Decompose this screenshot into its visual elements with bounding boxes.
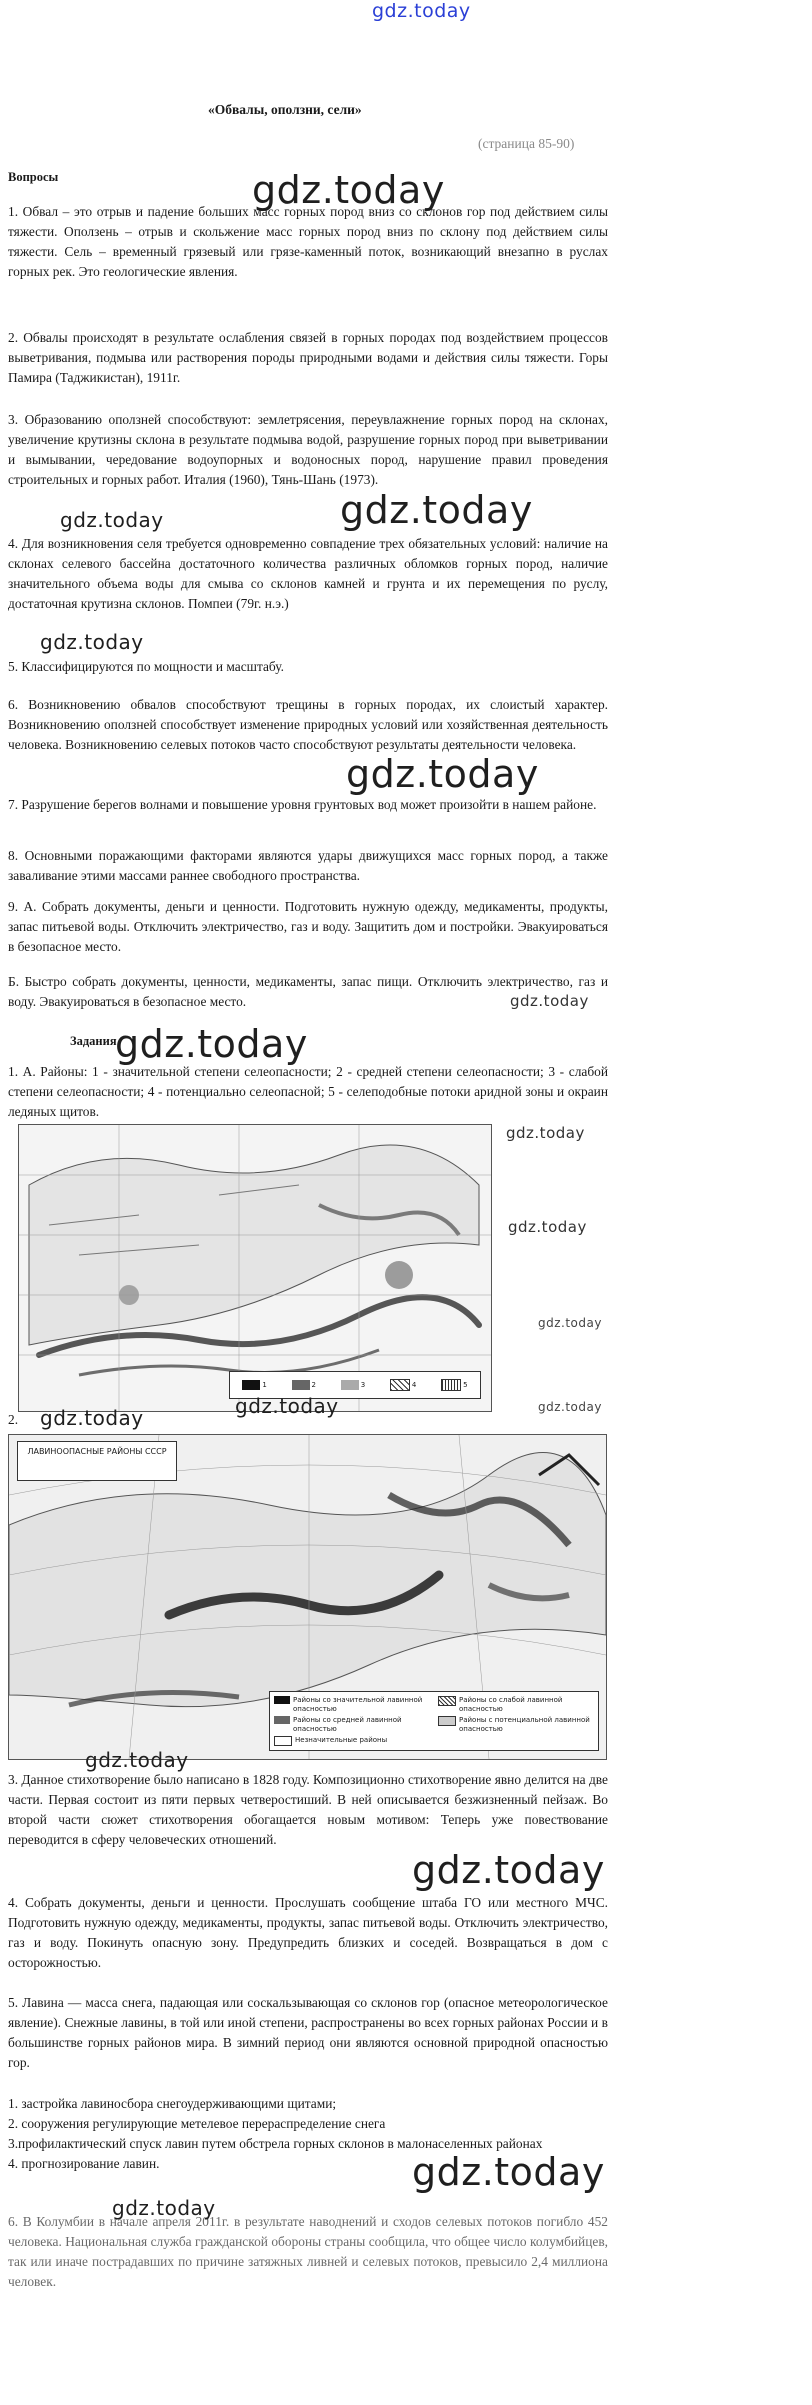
- mudflow-map-drawing: [19, 1125, 491, 1411]
- watermark[interactable]: gdz.today: [340, 488, 533, 532]
- avalanche-legend-item-4: Районы с потенциальной лавинной опасностью: [438, 1716, 594, 1734]
- page-title: «Обвалы, оползни, сели»: [208, 102, 362, 117]
- avalanche-map-title: ЛАВИНООПАСНЫЕ РАЙОНЫ СССР: [17, 1441, 177, 1481]
- question-4: 4. Для возникновения селя требуется одновременно совпадение трех обязательных условий: наличие на склонах селевого бассейна достаточного количества различных обломков горных пород, наличие значительного объема воды для смыва со склонов камней и грунта и их перемещения по руслу, достаточная крутизна склонов. Помпеи (79г. н.э.): [8, 536, 608, 611]
- question-6: 6. Возникновению обвалов способствуют трещины в горных породах, их слоистый характер. Возникновению оползней способствует изменение природных условий или хозяйственная деятельность человека. Возникновению селевых потоков часто способствуют результаты деятельности человека.: [8, 697, 608, 752]
- watermark[interactable]: gdz.today: [412, 1848, 605, 1892]
- task-6: 6. В Колумбии в начале апреля 2011г. в результате наводнений и сходов селевых потоков погибло 452 человека. Национальная служба гражданской обороны страны сообщила, что общее число колумбийцев, так или иначе пострадавших по причине затяжных ливней и селевых потоков, превысило 2,4 миллиона человек.: [8, 2214, 608, 2289]
- avalanche-legend-item-5: Незначительные районы: [274, 1736, 594, 1746]
- watermark[interactable]: gdz.today: [346, 752, 539, 796]
- watermark[interactable]: gdz.today: [40, 1406, 144, 1430]
- legend-swatch-1: 1: [242, 1380, 266, 1390]
- question-9a: 9. А. Собрать документы, деньги и ценности. Подготовить нужную одежду, медикаменты, продукты, запас питьевой воды. Отключить электричество, газ и воду. Защитить дом и постройки. Эвакуироваться в безопасное место.: [8, 899, 608, 954]
- legend-swatch-2: 2: [292, 1380, 316, 1390]
- watermark[interactable]: gdz.today: [510, 992, 589, 1010]
- avalanche-map-legend: [269, 1691, 599, 1751]
- watermark[interactable]: gdz.today: [508, 1218, 587, 1236]
- page-range: (страница 85-90): [478, 136, 575, 151]
- tasks-heading: Задания: [70, 1034, 117, 1048]
- question-3: 3. Образованию оползней способствуют: землетрясения, переувлажнение горных пород на склонах, увеличение крутизны склона в результате подмыва водой, разрушение горных пород при выветривании и вымывании, чередование водоупорных и водоносных пород, нарушение правил проведения строительных и горных работ. Италия (1960), Тянь-Шань (1973).: [8, 412, 608, 487]
- task-5: 5. Лавина — масса снега, падающая или соскальзывающая со склонов гор (опасное метеорологическое явление). Снежные лавины, в той или иной степени, распространены во всех горных районах России и в большинстве горных районов мира. В зимний период они являются основной природной опасностью гор.: [8, 1995, 608, 2070]
- question-5: 5. Классифицируются по мощности и масштабу.: [8, 659, 284, 674]
- question-9b: Б. Быстро собрать документы, ценности, медикаменты, запас пищи. Отключить электричество, газ и воду. Эвакуироваться в безопасное место.: [8, 974, 608, 1009]
- watermark[interactable]: gdz.today: [538, 1316, 602, 1330]
- questions-heading: Вопросы: [8, 170, 59, 184]
- list-item: 3.профилактический спуск лавин путем обстрела горных склонов в малонаселенных районах: [8, 2136, 543, 2151]
- task-1: 1. А. Районы: 1 - значительной степени селеопасности; 2 - средней степени селеопасности; 3 - слабой степени селеопасности; 4 - потенциально селеопасной; 5 - селеподобные потоки аридной зоны и окраин ледяных щитов.: [8, 1064, 608, 1119]
- list-item: 4. прогнозирование лавин.: [8, 2156, 160, 2171]
- avalanche-legend-item-1: Районы со значительной лавинной опасностью: [274, 1696, 430, 1714]
- watermark[interactable]: gdz.today: [60, 508, 164, 532]
- watermark[interactable]: gdz.today: [412, 2150, 605, 2194]
- watermark[interactable]: gdz.today: [252, 168, 445, 212]
- avalanche-legend-item-2: Районы со слабой лавинной опасностью: [438, 1696, 594, 1714]
- task-2-label: 2.: [8, 1412, 19, 1427]
- watermark[interactable]: gdz.today: [85, 1748, 189, 1772]
- watermark[interactable]: gdz.today: [538, 1400, 602, 1414]
- question-1: 1. Обвал – это отрыв и падение больших масс горных пород вниз со склонов гор под действием силы тяжести. Оползень – отрыв и скольжение масс горных пород вниз по склону под действием силы тяжести. Сель – временный грязевый или грязе-каменный поток, возникающий внезапно в руслах горных рек. Это геологические явления.: [8, 204, 608, 279]
- legend-swatch-4: 4: [390, 1379, 416, 1391]
- task-4: 4. Собрать документы, деньги и ценности. Прослушать сообщение штаба ГО или местного МЧС. Подготовить нужную одежду, медикаменты, продукты, запас питьевой воды. Отключить электричество, газ и воду. Покинуть опасную зону. Предупредить близких и соседей. Возвращаться в дом с осторожностью.: [8, 1895, 608, 1970]
- question-7: 7. Разрушение берегов волнами и повышение уровня грунтовых вод может произойти в нашем районе.: [8, 797, 597, 812]
- legend-swatch-3: 3: [341, 1380, 365, 1390]
- mudflow-map: [18, 1124, 492, 1412]
- question-8: 8. Основными поражающими факторами являются удары движущихся масс горных пород, а также заваливание этими массами раннее свободного пространства.: [8, 848, 608, 883]
- question-2: 2. Обвалы происходят в результате ослабления связей в горных породах под воздействием процессов выветривания, подмыва или растворения породы природными водами и действия силы тяжести. Горы Памира (Таджикистан), 1911г.: [8, 330, 608, 385]
- list-item: 2. сооружения регулирующие метелевое перераспределение снега: [8, 2116, 386, 2131]
- watermark[interactable]: gdz.today: [112, 2196, 216, 2220]
- legend-swatch-5: 5: [441, 1379, 467, 1391]
- avalanche-map: [8, 1434, 607, 1760]
- list-item: 1. застройка лавиносбора снегоудерживающими щитами;: [8, 2096, 337, 2111]
- watermark[interactable]: gdz.today: [235, 1394, 339, 1418]
- watermark[interactable]: gdz.today: [40, 630, 144, 654]
- avalanche-legend-item-3: Районы со средней лавинной опасностью: [274, 1716, 430, 1734]
- watermark[interactable]: gdz.today: [115, 1022, 308, 1066]
- task-3: 3. Данное стихотворение было написано в 1828 году. Композиционно стихотворение явно делится на две части. Первая состоит из пяти первых четверостиший. В ней описывается безжизненный пейзаж. Во второй части сюжет стихотворения обогащается новым мотивом: Теперь уже повествование переводится в сферу человеческих отношений.: [8, 1772, 608, 1847]
- watermark-top[interactable]: gdz.today: [372, 0, 471, 22]
- watermark[interactable]: gdz.today: [506, 1124, 585, 1142]
